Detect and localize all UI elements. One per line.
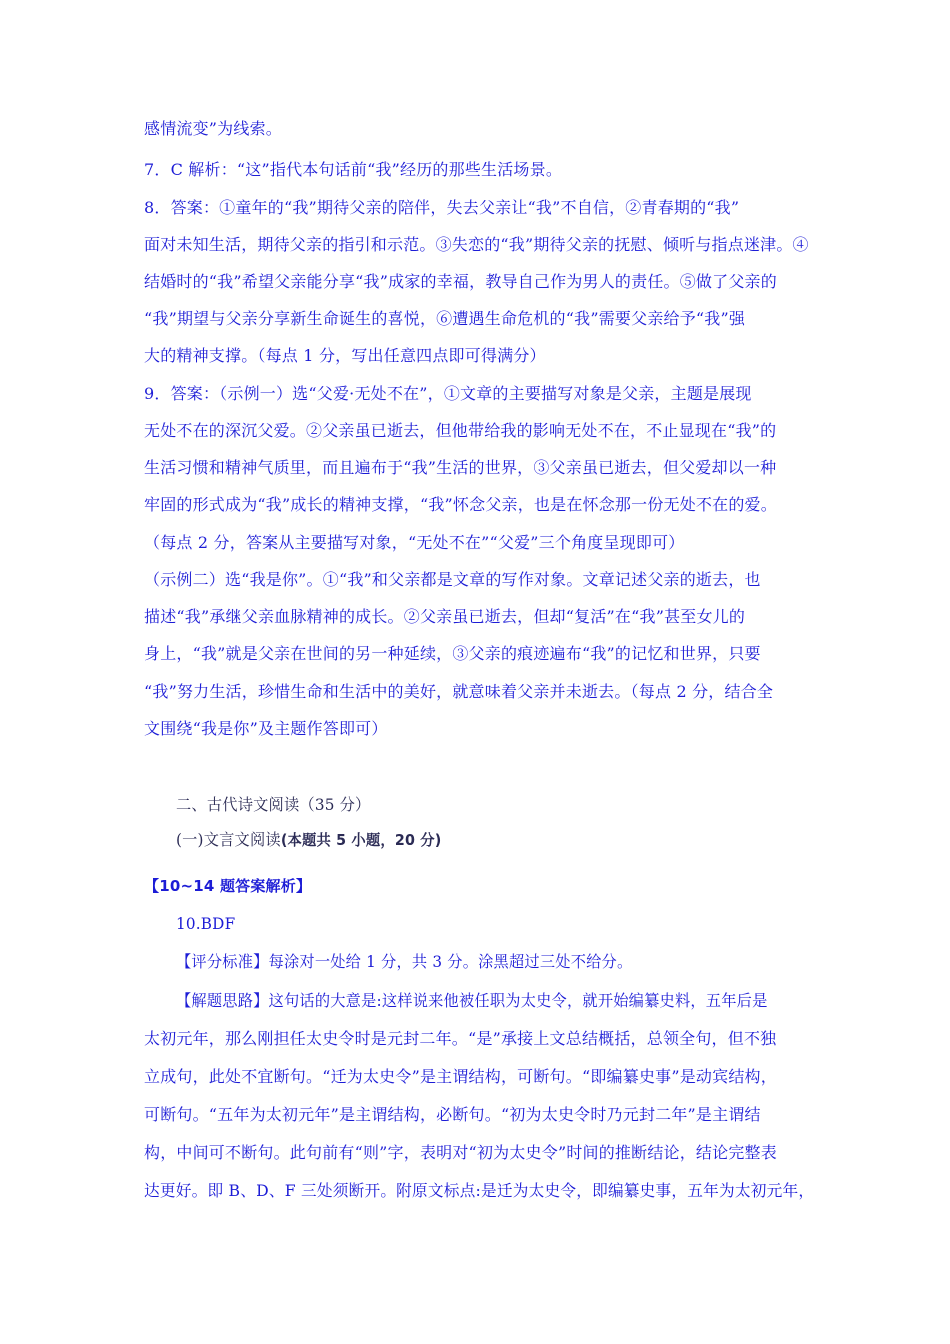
answer-line: （示例二）选“我是你”。①“我”和父亲都是文章的写作对象。文章记述父亲的逝去，也 [144, 570, 761, 589]
answer-line: 8．答案：①童年的“我”期待父亲的陪伴，失去父亲让“我”不自信，②青春期的“我” [144, 198, 740, 217]
analysis-line: 太初元年，那么刚担任太史令时是元封二年。“是”承接上文总结概括，总领全句，但不独 [144, 1029, 777, 1048]
analysis-line: 立成句，此处不宜断句。“迁为太史令”是主谓结构，可断句。“即编纂史事”是动宾结构， [144, 1067, 777, 1086]
answer-line: 描述“我”承继父亲血脉精神的成长。②父亲虽已逝去，但却“复活”在“我”甚至女儿的 [144, 607, 746, 626]
answer-line: 感情流变”为线索。 [144, 119, 282, 138]
answer-line: （每点 2 分，答案从主要描写对象，“无处不在”“父爱”三个角度呈现即可） [144, 533, 685, 552]
answer-line: 结婚时的“我”希望父亲能分享“我”成家的幸福，教导自己作为男人的责任。⑤做了父亲的 [144, 272, 777, 291]
analysis-line: 达更好。即 B、D、F 三处须断开。附原文标点:是迁为太史令，即编纂史事，五年为太初元年， [144, 1181, 815, 1200]
answer-line: 身上，“我”就是父亲在世间的另一种延续，③父亲的痕迹遍布“我”的记忆和世界，只要 [144, 644, 761, 663]
answer-line: 生活习惯和精神气质里，而且遍布于“我”生活的世界，③父亲虽已逝去，但父爱却以一种 [144, 458, 777, 477]
subsection-heading [176, 829, 814, 851]
answer-line: 无处不在的深沉父爱。②父亲虽已逝去，但他带给我的影响无处不在，不止显现在“我”的 [144, 421, 777, 440]
answer-line: 文围绕“我是你”及主题作答即可） [144, 719, 388, 738]
answer-line: 面对未知生活，期待父亲的指引和示范。③失恋的“我”期待父亲的抚慰、倾听与指点迷津。④ [144, 235, 809, 254]
subsection-heading-suffix: (本题共 5 小题，20 分) [280, 831, 442, 849]
subsection-heading-prefix: (一)文言文阅读 [176, 830, 281, 849]
answer-line: 牢固的形式成为“我”成长的精神支撑，“我”怀念父亲，也是在怀念那一份无处不在的爱。 [144, 495, 777, 514]
answer-line: “我”期望与父亲分享新生命诞生的喜悦，⑥遭遇生命危机的“我”需要父亲给予“我”强 [144, 309, 746, 328]
scoring-criteria: 【评分标准】每涂对一处给 1 分，共 3 分。涂黑超过三处不给分。 [176, 952, 633, 971]
analysis-line: 【解题思路】这句话的大意是:这样说来他被任职为太史令，就开始编纂史料，五年后是 [176, 991, 768, 1010]
analysis-line: 构，中间可不断句。此句前有“则”字，表明对“初为太史令”时间的推断结论，结论完整表 [144, 1143, 777, 1162]
answer-line: “我”努力生活，珍惜生命和生活中的美好，就意味着父亲并未逝去。（每点 2 分，结合全 [144, 682, 774, 701]
answers-title: 【10~14 题答案解析】 [144, 877, 312, 895]
analysis-line: 可断句。“五年为太初元年”是主谓结构，必断句。“初为太史令时乃元封二年”是主谓结 [144, 1105, 761, 1124]
answer-line: 大的精神支撑。（每点 1 分，写出任意四点即可得满分） [144, 346, 546, 365]
answer-line: 9．答案：（示例一）选“父爱·无处不在”，①文章的主要描写对象是父亲，主题是展现 [144, 384, 752, 403]
answer-line: 7．C 解析：“这”指代本句话前“我”经历的那些生活场景。 [144, 160, 563, 179]
section-heading: 二、古代诗文阅读（35 分） [176, 795, 371, 814]
question-10-answer: 10.BDF [176, 914, 236, 933]
